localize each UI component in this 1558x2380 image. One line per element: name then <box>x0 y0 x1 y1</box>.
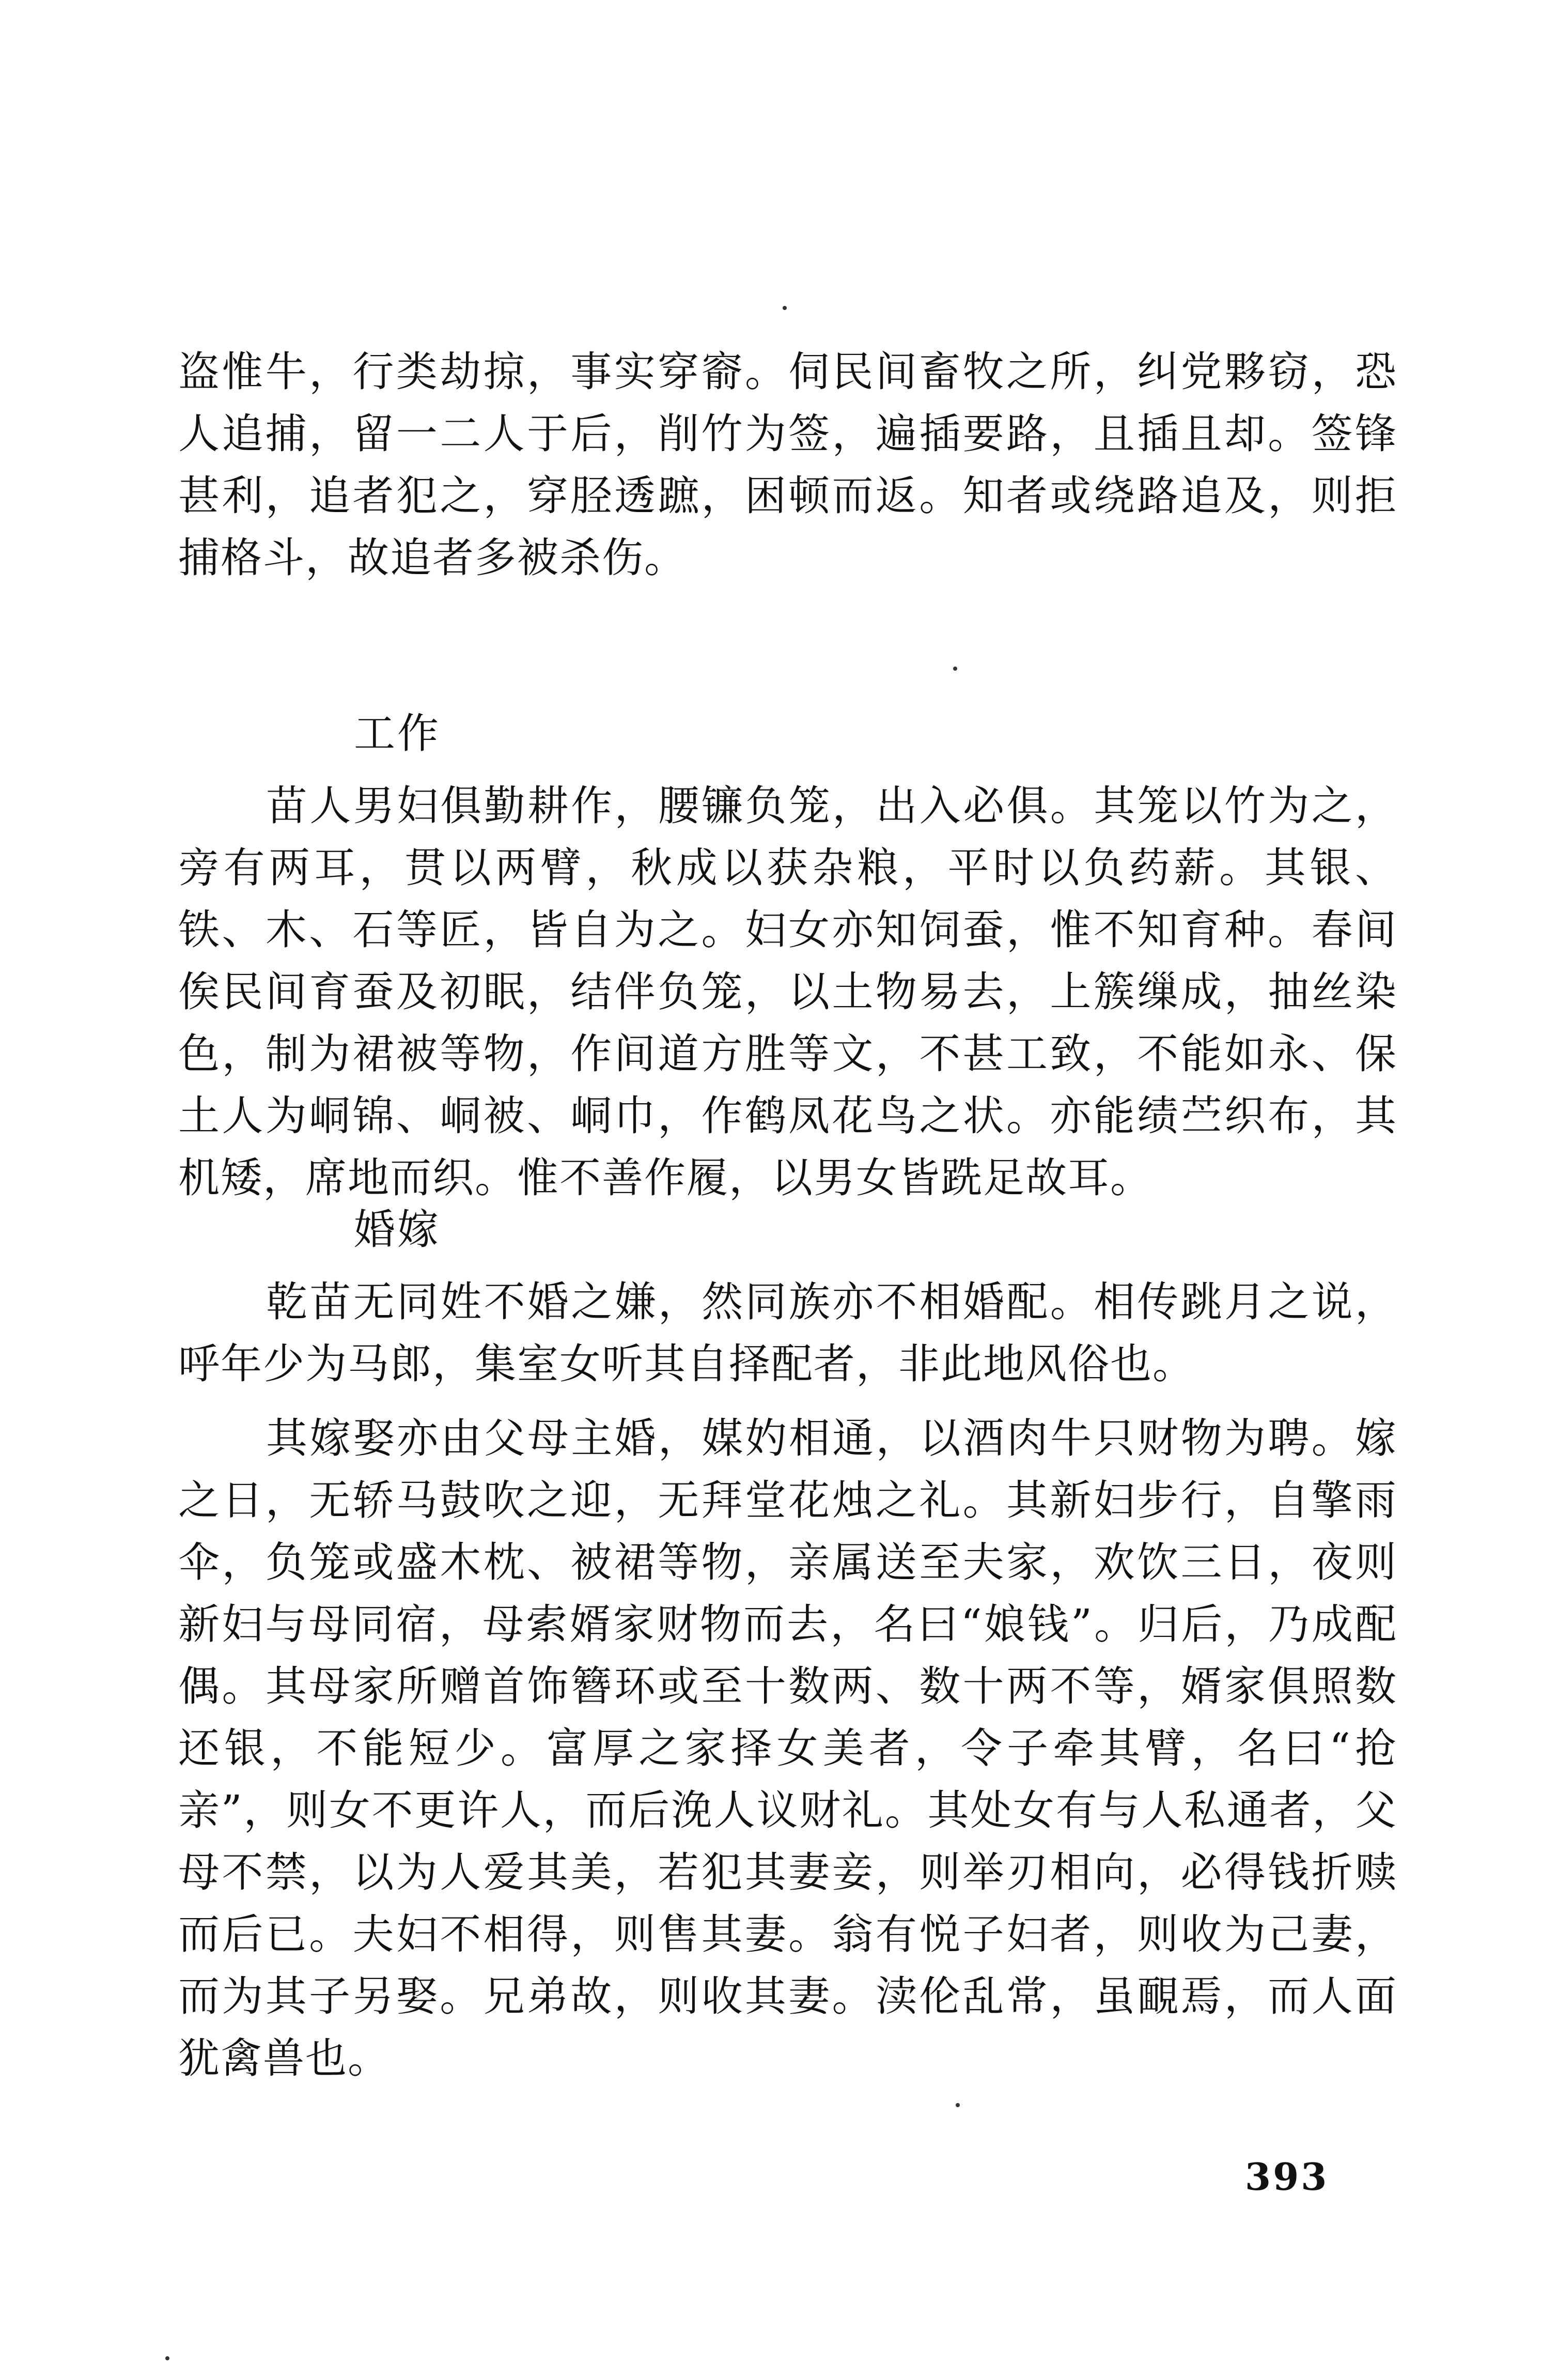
scan-speck <box>783 306 787 310</box>
scan-speck <box>953 667 957 671</box>
section-heading-work: 工作 <box>354 709 441 758</box>
paragraph-work: 苗人男妇俱勤耕作，腰镰负笼，出入必俱。其笼以竹为之，旁有两耳，贯以两臂，秋成以获杂粮，平时以负药薪。其银、铁、木、石等匠，皆自为之。妇女亦知饲蚕，惟不知育种。春间俟民间育蚕及初眠，结伴负笼，以土物易去，上簇缫成，抽丝染色，制为裙被等物，作间道方胜等文，不甚工致，不能如永、保土人为峒锦、峒被、峒巾，作鹤凤花鸟之状。亦能绩苎织布，其机矮，席地而织。惟不善作履，以男女皆跣足故耳。 <box>178 782 1397 1202</box>
paragraph-marriage-2: 其嫁娶亦由父母主婚，媒妁相通，以酒肉牛只财物为聘。嫁之日，无轿马鼓吹之迎，无拜堂花烛之礼。其新妇步行，自擎雨伞，负笼或盛木枕、被裙等物，亲属送至夫家，欢饮三日，夜则新妇与母同宿，母索婿家财物而去，名曰“娘钱”。归后，乃成配偶。其母家所赠首饰簪环或至十数两、数十两不等，婿家俱照数还银，不能短少。富厚之家择女美者，令子牵其臂，名曰“抢亲”，则女不更许人，而后浼人议财礼。其处女有与人私通者，父母不禁，以为人爱其美，若犯其妻妾，则举刃相向，必得钱折赎而后已。夫妇不相得，则售其妻。翁有悦子妇者，则收为己妻，而为其子另娶。兄弟故，则收其妻。渎伦乱常，虽靦焉，而人面犹禽兽也。 <box>178 1414 1397 2082</box>
section-work <box>178 703 1397 1209</box>
page-number: 393 <box>1245 2155 1329 2199</box>
section-heading-marriage: 婚嫁 <box>354 1206 441 1254</box>
scan-speck <box>165 2356 169 2360</box>
spacer <box>178 1395 1397 1408</box>
section-marriage <box>178 1199 1397 2090</box>
spacer <box>178 1261 1397 1271</box>
paragraph-marriage-1: 乾苗无同姓不婚之嫌，然同族亦不相婚配。相传跳月之说，呼年少为马郎，集室女听其自择配者，非此地风俗也。 <box>178 1278 1397 1388</box>
paragraph-cattle-theft: 盗惟牛，行类劫掠，事实穿窬。伺民间畜牧之所，纠党夥窃，恐人追捕，留一二人于后，削竹为签，遍插要路，且插且却。签锋甚利，追者犯之，穿胫透蹠，困顿而返。知者或绕路追及，则拒捕格斗，故追者多被杀伤。 <box>178 348 1397 582</box>
text-block-top <box>178 341 1397 589</box>
scan-speck <box>956 2103 960 2107</box>
spacer <box>178 765 1397 775</box>
